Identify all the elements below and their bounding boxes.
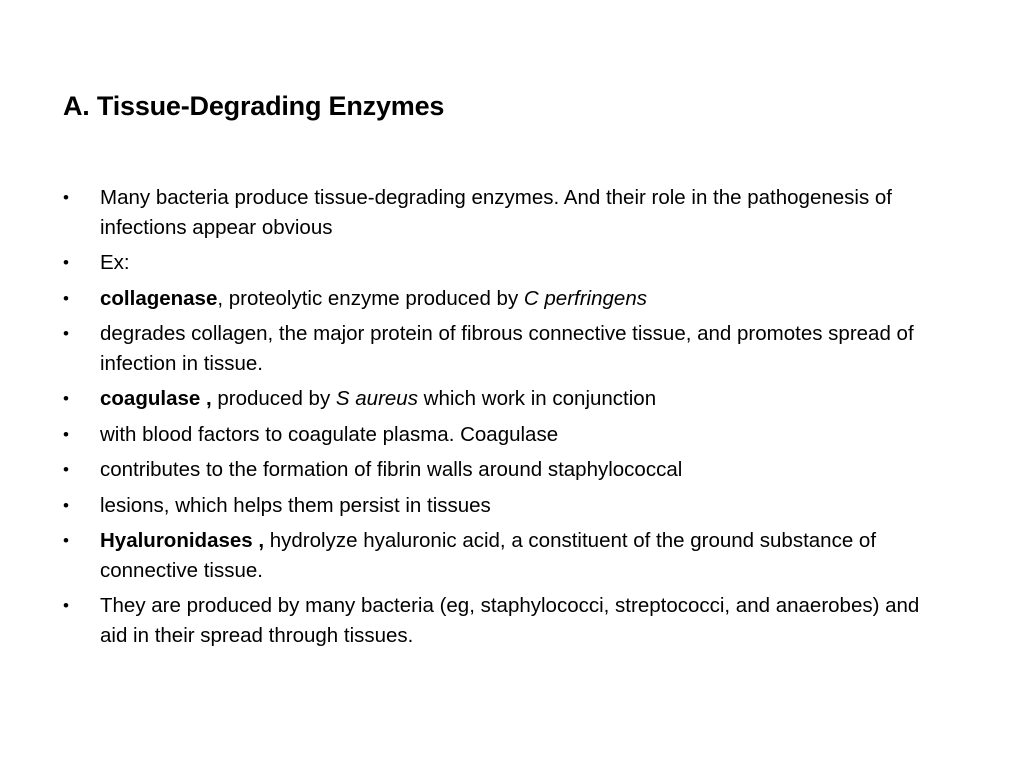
bullet-text: contributes to the formation of fibrin walls around staphylococcal	[100, 458, 683, 481]
bullet-icon: •	[63, 531, 69, 550]
bullet-icon: •	[63, 596, 69, 615]
bullet-text: They are produced by many bacteria (eg, staphylococci, streptococci, and anaerobes) and aid in their spread through tissues.	[100, 594, 920, 647]
organism-name: S aureus	[335, 387, 418, 410]
bullet-icon: •	[63, 424, 69, 444]
bullet-icon: •	[63, 460, 69, 479]
bullet-text: lesions, which helps them persist in tissues	[100, 493, 491, 517]
bullet-text: , proteolytic enzyme produced by	[217, 286, 524, 310]
bullet-icon: •	[63, 324, 69, 343]
bullet-icon: •	[63, 389, 69, 408]
bullet-text: with blood factors to coagulate plasma. Coagulase	[100, 422, 559, 446]
bullet-text: Many bacteria produce tissue-degrading enzymes. And their role in the pathogenesis of infections appear obvious	[100, 186, 893, 239]
term-coagulase: coagulase ,	[100, 387, 212, 410]
bullet-item	[63, 491, 933, 521]
bullet-item	[63, 248, 933, 278]
bullet-text: degrades collagen, the major protein of fibrous connective tissue, and promotes spread of infection in tissue.	[100, 322, 914, 375]
bullet-text: which work in conjunction	[417, 387, 657, 410]
organism-name: C perfringens	[523, 286, 647, 310]
bullet-icon: •	[63, 288, 69, 308]
bullet-icon: •	[63, 188, 69, 207]
bullet-list	[63, 183, 933, 656]
term-collagenase: collagenase	[100, 286, 218, 310]
bullet-item	[63, 384, 933, 414]
bullet-text: Ex:	[100, 251, 130, 274]
bullet-item	[63, 183, 933, 242]
bullet-text: hydrolyze hyaluronic acid, a constituent of the ground substance of connective tissue.	[100, 529, 877, 582]
bullet-item	[63, 455, 933, 485]
slide-title: A. Tissue-Degrading Enzymes	[63, 91, 445, 121]
bullet-item	[63, 284, 933, 314]
bullet-item	[63, 420, 933, 450]
bullet-item	[63, 319, 933, 378]
bullet-icon: •	[63, 253, 69, 272]
term-hyaluronidases: Hyaluronidases ,	[100, 529, 265, 552]
bullet-icon: •	[63, 495, 69, 515]
bullet-item	[63, 591, 933, 650]
bullet-item	[63, 526, 933, 585]
bullet-text: produced by	[211, 387, 336, 410]
